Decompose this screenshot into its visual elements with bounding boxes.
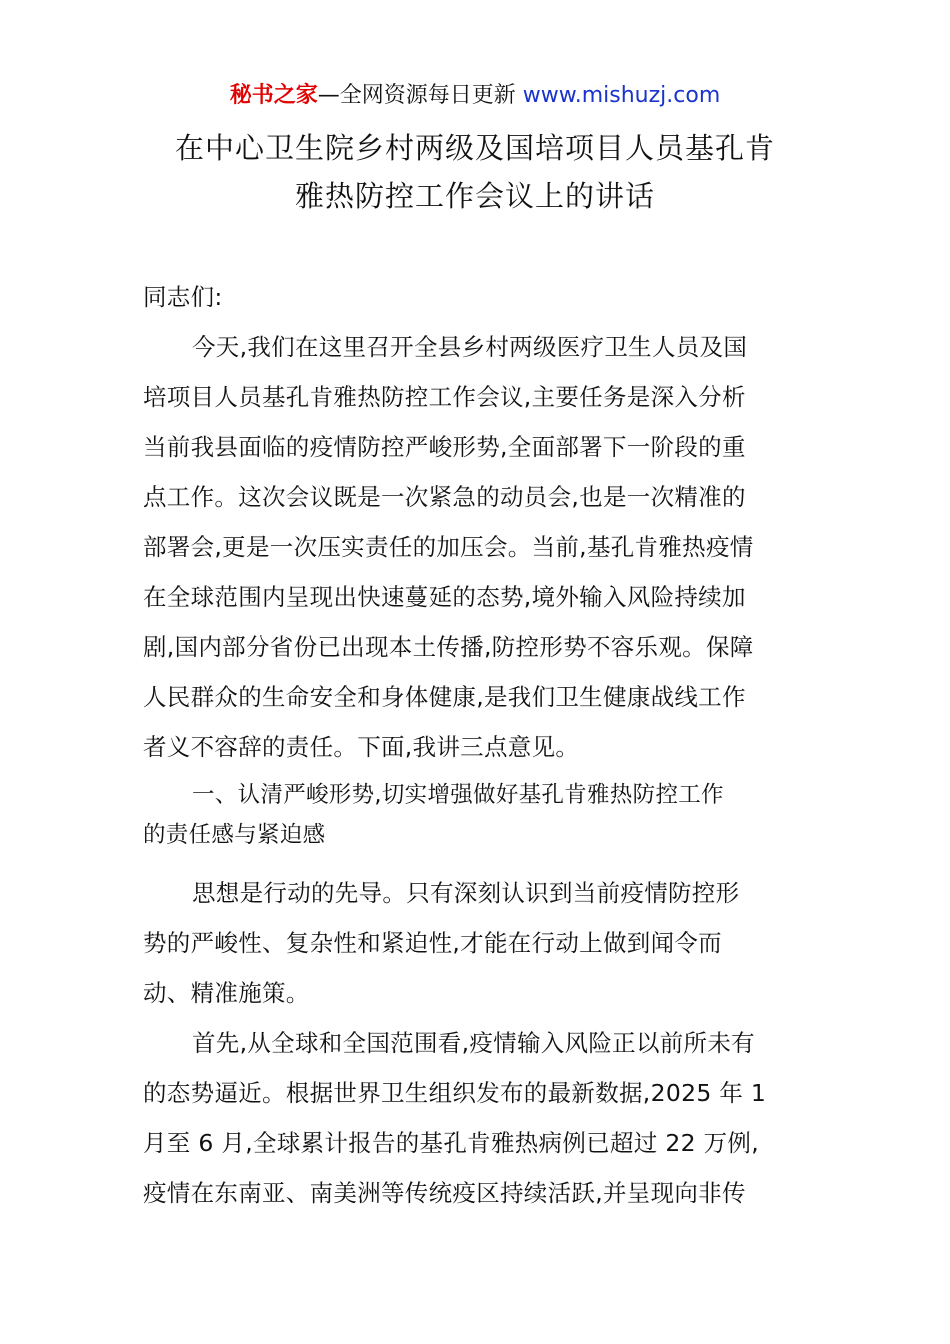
paragraph-line: 月至 6 月,全球累计报告的基孔肯雅热病例已超过 22 万例, [143, 1129, 759, 1157]
paragraph-line: 首先,从全球和全国范围看,疫情输入风险正以前所未有 [192, 1029, 755, 1057]
site-tagline: —全网资源每日更新 [317, 83, 523, 108]
document-title-line-1: 在中心卫生院乡村两级及国培项目人员基孔肯 [174, 131, 775, 165]
paragraph-line: 势的严峻性、复杂性和紧迫性,才能在行动上做到闻令而 [143, 929, 722, 957]
paragraph-line: 的态势逼近。根据世界卫生组织发布的最新数据,2025 年 1 [143, 1079, 767, 1107]
paragraph-line: 疫情在东南亚、南美洲等传统疫区持续活跃,并呈现向非传 [143, 1179, 746, 1207]
paragraph-line: 人民群众的生命安全和身体健康,是我们卫生健康战线工作 [143, 683, 746, 711]
paragraph-1 [143, 322, 813, 772]
paragraph-line: 点工作。这次会议既是一次紧急的动员会,也是一次精准的 [143, 483, 746, 511]
paragraph-line: 今天,我们在这里召开全县乡村两级医疗卫生人员及国 [192, 333, 748, 361]
paragraph-line: 在全球范围内呈现出快速蔓延的态势,境外输入风险持续加 [143, 583, 746, 611]
paragraph-line: 动、精准施策。 [143, 979, 310, 1007]
paragraph-line: 者义不容辞的责任。下面,我讲三点意见。 [143, 733, 580, 761]
section-heading-line: 的责任感与紧迫感 [143, 822, 326, 848]
paragraph-3 [143, 1018, 813, 1218]
paragraph-line: 当前我县面临的疫情防控严峻形势,全面部署下一阶段的重 [143, 433, 746, 461]
site-header [0, 80, 950, 112]
salutation [143, 272, 813, 322]
document-title-line-2: 雅热防控工作会议上的讲话 [294, 179, 655, 213]
section-heading-line: 一、认清严峻形势,切实增强做好基孔肯雅热防控工作 [192, 782, 724, 808]
site-url-link[interactable]: www.mishuzj.com [522, 83, 721, 108]
site-brand: 秘书之家 [229, 83, 318, 108]
paragraph-2 [143, 868, 813, 1018]
paragraph-line: 部署会,更是一次压实责任的加压会。当前,基孔肯雅热疫情 [143, 533, 754, 561]
paragraph-line: 培项目人员基孔肯雅热防控工作会议,主要任务是深入分析 [143, 383, 746, 411]
salutation-text: 同志们: [143, 283, 223, 311]
paragraph-line: 剧,国内部分省份已出现本土传播,防控形势不容乐观。保障 [143, 633, 754, 661]
paragraph-line: 思想是行动的先导。只有深刻认识到当前疫情防控形 [192, 879, 740, 907]
section-1-heading [143, 775, 813, 855]
